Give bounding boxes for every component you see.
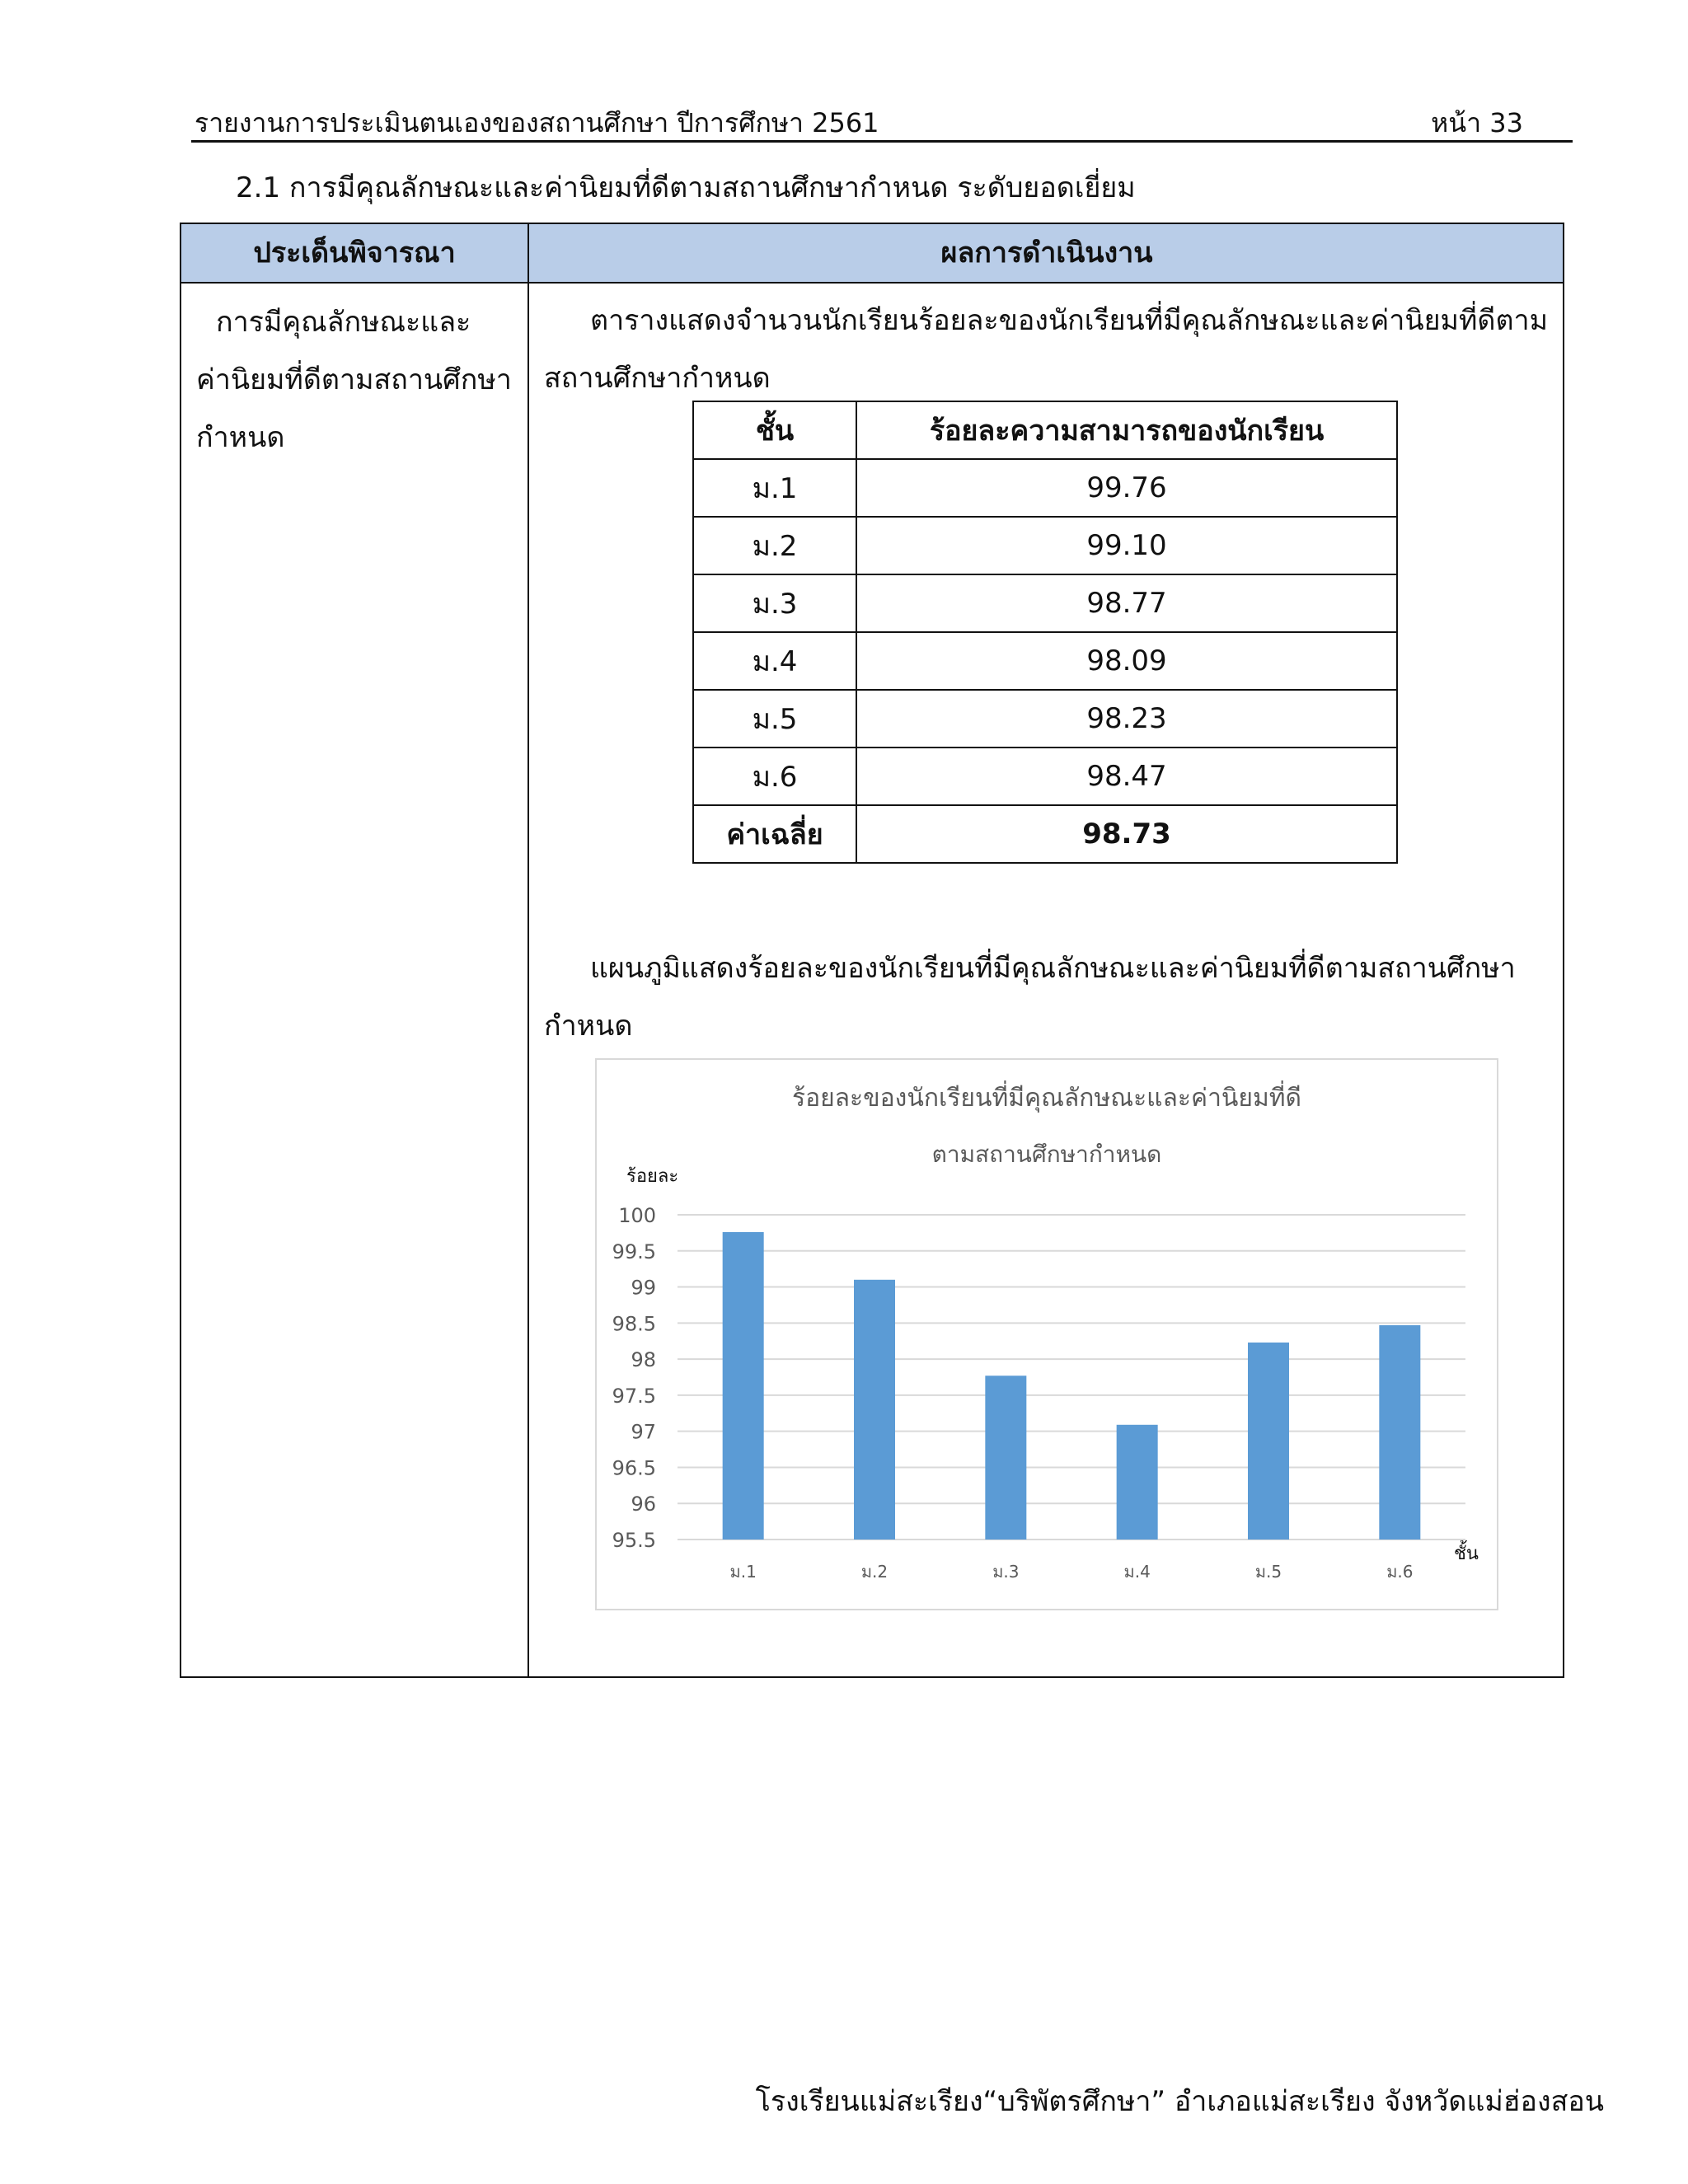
- header-title: รายงานการประเมินตนเองของสถานศึกษา ปีการศึกษา 2561: [195, 107, 879, 138]
- y-tick-label: 98.5: [612, 1312, 656, 1336]
- cell-percentage: 99.10: [856, 517, 1397, 574]
- chart-caption-line-1: แผนภูมิแสดงร้อยละของนักเรียนที่มีคุณลักษณะและค่านิยมที่ดีตามสถานศึกษา: [590, 952, 1516, 985]
- bar-1: [723, 1232, 764, 1540]
- cell-percentage: 98.23: [856, 690, 1397, 748]
- table-row: [693, 459, 1397, 517]
- y-axis-label: ร้อยละ: [626, 1166, 679, 1187]
- average-label: ค่าเฉลี่ย: [693, 805, 856, 863]
- table-row: [693, 574, 1397, 632]
- cell-percentage: 98.09: [856, 632, 1397, 690]
- cell-percentage: 98.77: [856, 574, 1397, 632]
- bar-2: [854, 1280, 895, 1540]
- cell-class: ม.1: [693, 459, 856, 517]
- y-tick-label: 100: [618, 1204, 656, 1227]
- bar-3: [985, 1376, 1026, 1540]
- table-caption: [544, 292, 1550, 407]
- chart-caption: [544, 940, 1550, 1055]
- cell-class: ม.4: [693, 632, 856, 690]
- average-value: 98.73: [856, 805, 1397, 863]
- issue-line-3: กำหนด: [196, 421, 285, 454]
- average-row: [693, 805, 1397, 863]
- table-caption-line-1: ตารางแสดงจำนวนนักเรียนร้อยละของนักเรียนที่มีคุณลักษณะและค่านิยมที่ดีตาม: [590, 304, 1549, 337]
- x-tick-label: ม.3: [992, 1562, 1020, 1582]
- table-row: [693, 632, 1397, 690]
- col-header-result: ผลการดำเนินงาน: [940, 237, 1153, 269]
- table-caption-line-2: สถานศึกษากำหนด: [544, 362, 771, 395]
- col-header-issue: ประเด็นพิจารณา: [253, 237, 456, 269]
- issue-line-1: การมีคุณลักษณะและ: [216, 306, 471, 339]
- cell-class: ม.3: [693, 574, 856, 632]
- header-rule: [191, 140, 1573, 143]
- footer-school-name: โรงเรียนแม่สะเรียง“บริพัตรศึกษา” อำเภอแม่สะเรียง จังหวัดแม่ฮ่องสอน: [755, 2085, 1604, 2118]
- y-tick-label: 96.5: [612, 1456, 656, 1480]
- x-tick-label: ม.4: [1123, 1562, 1151, 1582]
- th-class: ชั้น: [693, 401, 856, 459]
- x-tick-label: ม.2: [860, 1562, 889, 1582]
- y-tick-label: 97: [631, 1420, 656, 1444]
- percentage-table: [692, 401, 1398, 864]
- x-tick-label: ม.1: [729, 1562, 757, 1582]
- chart-title-line-1: ร้อยละของนักเรียนที่มีคุณลักษณะและค่านิยมที่ดี: [791, 1084, 1302, 1113]
- y-tick-label: 97.5: [612, 1384, 656, 1408]
- table-row: [693, 690, 1397, 748]
- cell-class: ม.5: [693, 690, 856, 748]
- y-tick-label: 99.5: [612, 1240, 656, 1263]
- y-tick-label: 96: [631, 1493, 656, 1516]
- cell-class: ม.6: [693, 748, 856, 805]
- x-axis-label: ชั้น: [1454, 1544, 1479, 1564]
- section-title: 2.1 การมีคุณลักษณะและค่านิยมที่ดีตามสถานศึกษากำหนด ระดับยอดเยี่ยม: [236, 171, 1136, 204]
- cell-percentage: 98.47: [856, 748, 1397, 805]
- x-tick-label: ม.6: [1386, 1562, 1414, 1582]
- bar-6: [1379, 1325, 1420, 1540]
- bar-chart: [597, 1060, 1497, 1609]
- issue-line-2: ค่านิยมที่ดีตามสถานศึกษา: [196, 363, 512, 396]
- percentage-table-header: [693, 401, 1397, 459]
- cell-percentage: 99.76: [856, 459, 1397, 517]
- bar-4: [1117, 1425, 1158, 1540]
- page-number: หน้า 33: [1431, 107, 1523, 138]
- y-tick-label: 95.5: [612, 1529, 656, 1552]
- th-percentage: ร้อยละความสามารถของนักเรียน: [856, 401, 1397, 459]
- issue-text: [196, 293, 518, 466]
- chart-container: [595, 1058, 1498, 1610]
- chart-caption-line-2: กำหนด: [544, 1010, 633, 1043]
- cell-class: ม.2: [693, 517, 856, 574]
- y-tick-label: 99: [631, 1276, 656, 1300]
- x-tick-label: ม.5: [1254, 1562, 1282, 1582]
- y-tick-label: 98: [631, 1348, 656, 1372]
- table-row: [693, 517, 1397, 574]
- bar-5: [1248, 1343, 1289, 1540]
- chart-title-line-2: ตามสถานศึกษากำหนด: [931, 1141, 1162, 1168]
- table-row: [693, 748, 1397, 805]
- main-table-column-divider: [528, 224, 529, 1676]
